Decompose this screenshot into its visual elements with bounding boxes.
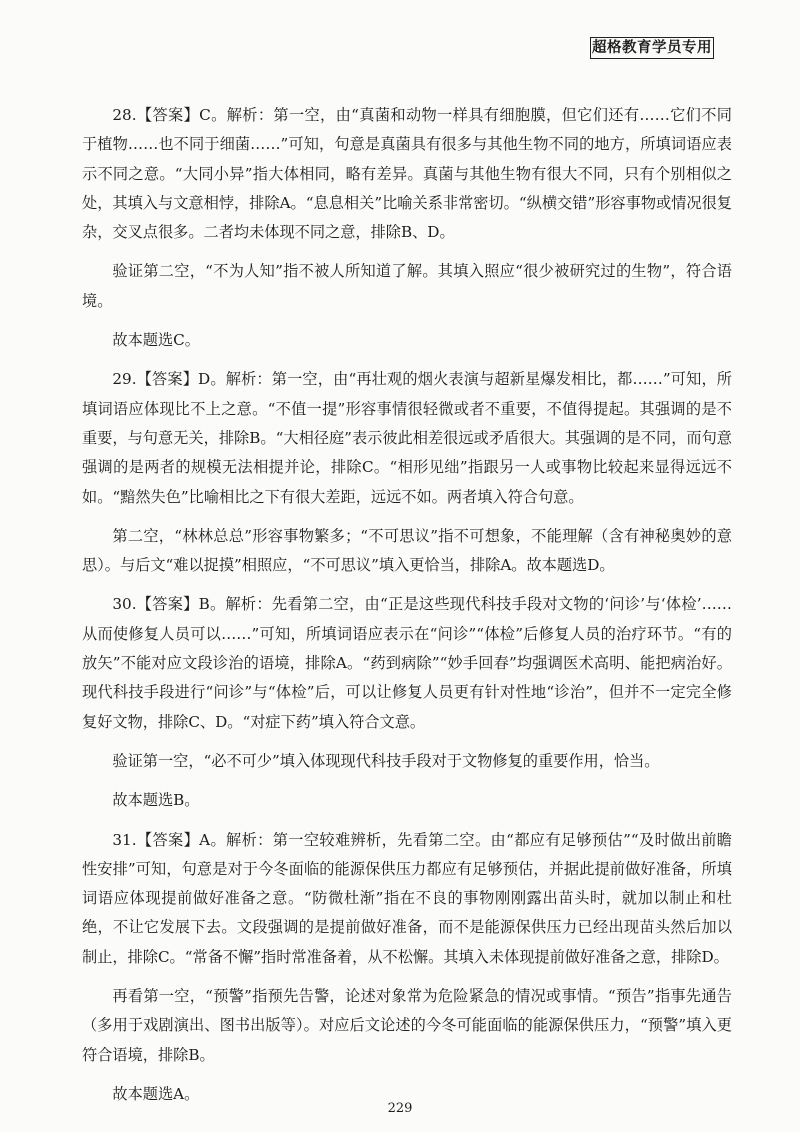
answer-content: [82, 101, 732, 1119]
paragraph-q30-verify: 验证第一空，“必不可少”填入体现现代科技手段对于文物修复的重要作用，恰当。: [112, 751, 660, 770]
paragraph-q28-analysis: 28.【答案】C。解析：第一空，由“真菌和动物一样具有细胞膜，但它们还有……它们不同于植物……也不同于细菌……”可知，句意是真菌具有很多与其他生物不同的地方，所填词语应表示不同之意。“大同小异”指大体相同，略有差异。真菌与其他生物有很大不同，只有个别相似之处，其填入与文意相悖，排除A。“息息相关”比喻关系非常密切。“纵横交错”形容事物或情况很复杂，交叉点很多。二者均未体现不同之意，排除B、D。: [82, 106, 732, 242]
paragraph-q29-analysis: 29.【答案】D。解析：第一空，由“再壮观的烟火表演与超新星爆发相比，都……”可知，所填词语应体现比不上之意。“不值一提”形容事情很轻微或者不重要，不值得提起。其强调的是不重要，与句意无关，排除B。“大相径庭”表示彼此相差很远或矛盾很大。其强调的是不同，而句意强调的是两者的规模无法相提并论，排除C。“相形见绌”指跟另一人或事物比较起来显得远远不如。“黯然失色”比喻相比之下有很大差距，远远不如。两者填入符合句意。: [82, 370, 732, 506]
header-badge: 超格教育学员专用: [590, 37, 714, 59]
paragraph-q31-analysis: 31.【答案】A。解析：第一空较难辨析，先看第二空。由“都应有足够预估”“及时做出前瞻性安排”可知，句意是对于今冬面临的能源保供压力都应有足够预估，并据此提前做好准备，所填词语应体现提前做好准备之意。“防微杜渐”指在不良的事物刚刚露出苗头时，就加以制止和杜绝，不让它发展下去。文段强调的是提前做好准备，而不是能源保供压力已经出现苗头然后加以制止，排除C。“常备不懈”指时常准备着，从不松懈。其填入未体现提前做好准备之意，排除D。: [82, 830, 732, 966]
paragraph-q28-conclusion: 故本题选C。: [112, 331, 200, 350]
paragraph-q30-conclusion: 故本题选B。: [112, 791, 200, 810]
paragraph-q29-second-blank: 第二空，“林林总总”形容事物繁多；“不可思议”指不可想象，不能理解（含有神秘奥妙的意思）。与后文“难以捉摸”相照应，“不可思议”填入更恰当，排除A。故本题选D。: [82, 526, 732, 575]
paragraph-q31-first-blank: 再看第一空，“预警”指预先告警，论述对象常为危险紧急的情况或事情。“预告”指事先通告（多用于戏剧演出、图书出版等）。对应后文论述的今冬可能面临的能源保供压力，“预警”填入更符合语境，排除B。: [82, 987, 732, 1064]
paragraph-q28-verify: 验证第二空，“不为人知”指不被人所知道了解。其填入照应“很少被研究过的生物”，符合语境。: [82, 262, 732, 310]
paragraph-q31-conclusion: 故本题选A。: [112, 1084, 200, 1103]
page-number: 229: [387, 1101, 413, 1116]
paragraph-q30-analysis: 30.【答案】B。解析：先看第二空，由“正是这些现代科技手段对文物的‘问诊’与‘体检’……从而使修复人员可以……”可知，所填词语应表示在“问诊”“体检”后修复人员的治疗环节。“有的放矢”不能对应文段诊治的语境，排除A。“药到病除”“妙手回春”均强调医术高明、能把病治好。现代科技手段进行“问诊”与“体检”后，可以让修复人员更有针对性地“诊治”，但并不一定完全修复好文物，排除C、D。“对症下药”填入符合文意。: [82, 595, 732, 731]
